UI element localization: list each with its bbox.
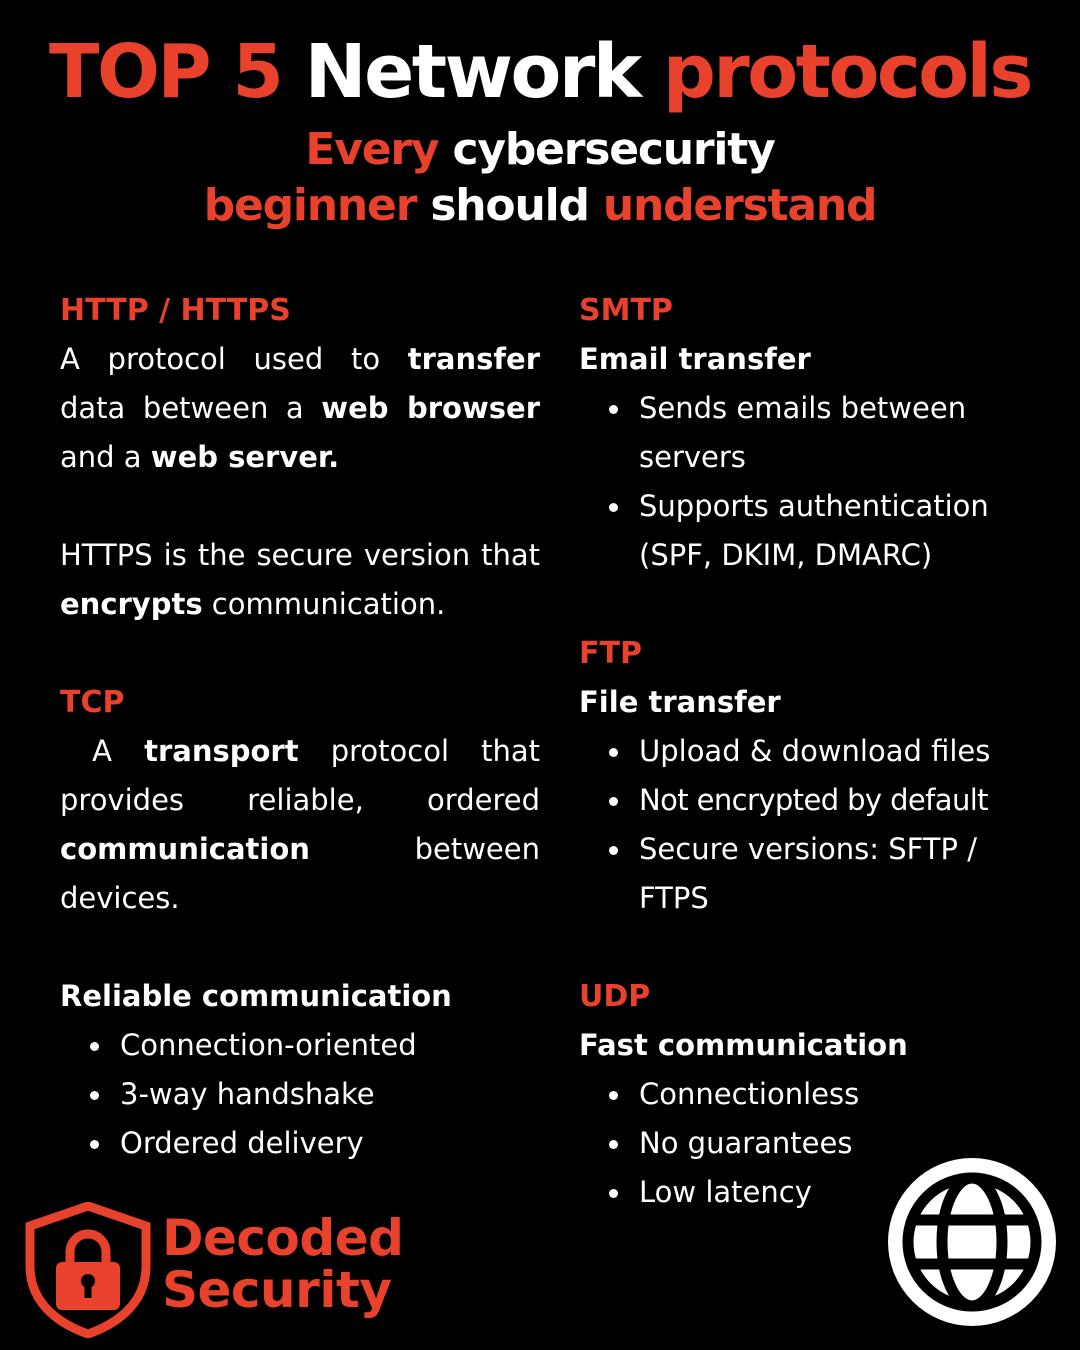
subtitle-line-1: [0, 122, 1080, 178]
http-desc-bold-browser: web browser: [321, 391, 540, 425]
subtitle-should: should: [430, 180, 603, 231]
http-desc-text-3: and a: [60, 440, 151, 474]
list-item: Low latency: [579, 1168, 1039, 1217]
smtp-section: [579, 286, 1039, 580]
left-column: [60, 286, 540, 1168]
https-desc-bold-encrypts: encrypts: [60, 587, 203, 621]
https-desc-text-2: communication.: [202, 587, 446, 621]
list-item: 3-way handshake: [60, 1070, 540, 1119]
logo-line-2: Security: [162, 1261, 392, 1319]
ftp-subtitle: File transfer: [579, 685, 781, 719]
list-item: Connection-oriented: [60, 1021, 540, 1070]
smtp-subtitle: Email transfer: [579, 342, 811, 376]
http-title: HTTP / HTTPS: [60, 293, 291, 328]
smtp-title: SMTP: [579, 293, 673, 328]
title-part-top5: TOP 5: [49, 29, 305, 115]
subtitle-cybersecurity: cybersecurity: [452, 124, 775, 175]
page-title: [0, 22, 1080, 122]
tcp-desc-text-2: protocol that provides reliable, ordered: [60, 734, 541, 817]
right-column: [579, 286, 1039, 1217]
http-section: [60, 286, 540, 629]
list-item: Sends emails between servers: [579, 384, 1039, 482]
subtitle-beginner: beginner: [203, 180, 431, 231]
https-desc-text-1: HTTPS is the secure version that: [60, 538, 540, 572]
http-desc-bold-server: web server.: [150, 440, 340, 474]
http-description: [60, 335, 540, 482]
subtitle-line-2: [0, 178, 1080, 234]
tcp-bullet-list: [60, 1021, 540, 1168]
ftp-bullet-list: [579, 727, 1039, 923]
tcp-subtitle: Reliable communication: [60, 979, 452, 1013]
list-item: Ordered delivery: [60, 1119, 540, 1168]
ftp-section: [579, 629, 1039, 923]
tcp-desc-text-3: between devices.: [60, 832, 540, 915]
list-item: Connectionless: [579, 1070, 1039, 1119]
udp-title: UDP: [579, 979, 651, 1014]
subtitle-every: Every: [305, 124, 453, 175]
list-item: Supports authentication (SPF, DKIM, DMARC): [579, 482, 1039, 580]
tcp-desc-text-1: A: [92, 734, 145, 768]
shield-lock-icon: [24, 1202, 152, 1338]
tcp-section: [60, 678, 540, 1168]
http-desc-bold-transfer: transfer: [407, 342, 540, 376]
udp-subtitle: Fast communication: [579, 1028, 908, 1062]
list-item: Not encrypted by default: [579, 776, 1039, 825]
http-desc-text-2: data between a: [60, 391, 322, 425]
list-item: Secure versions: SFTP / FTPS: [579, 825, 1039, 923]
title-part-network: Network: [304, 29, 663, 115]
logo-line-1: Decoded: [162, 1209, 404, 1267]
tcp-title: TCP: [60, 685, 125, 720]
title-part-protocols: protocols: [662, 29, 1031, 115]
subtitle-understand: understand: [602, 180, 877, 231]
ftp-title: FTP: [579, 636, 642, 671]
tcp-desc-bold-transport: transport: [144, 734, 299, 768]
smtp-bullet-list: [579, 384, 1039, 580]
list-item: No guarantees: [579, 1119, 1039, 1168]
decoded-security-logo: [24, 1202, 404, 1342]
logo-text: [162, 1209, 404, 1319]
list-item: Upload & download files: [579, 727, 1039, 776]
https-description: [60, 531, 540, 629]
http-desc-text-1: A protocol used to: [60, 342, 408, 376]
tcp-description: [60, 727, 540, 923]
tcp-desc-bold-communication: communication: [60, 832, 310, 866]
globe-icon: [888, 1158, 1056, 1326]
